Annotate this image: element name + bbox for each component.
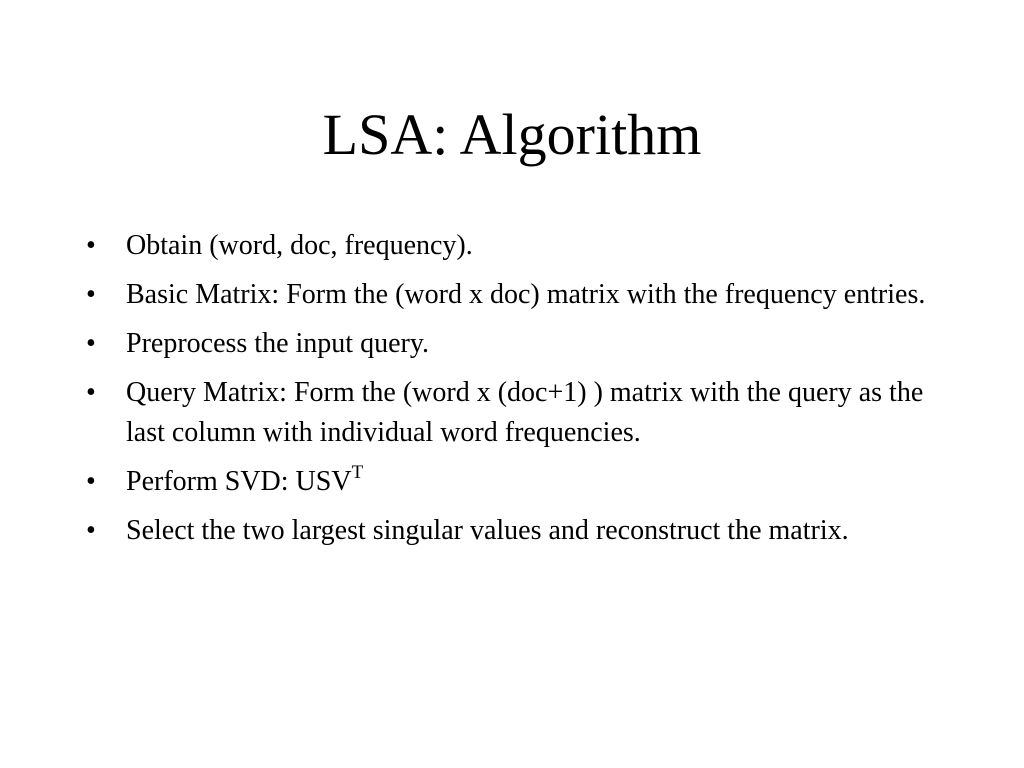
- bullet-text: Obtain (word, doc, frequency).: [126, 230, 473, 261]
- bullet-text: Basic Matrix: Form the (word x doc) matrix with the frequency entries.: [126, 279, 926, 310]
- transpose-superscript: T: [351, 461, 364, 483]
- slide-title: LSA: Algorithm: [322, 102, 702, 167]
- bullet-icon: •: [86, 466, 96, 497]
- bullet-text: Query Matrix: Form the (word x (doc+1) ) matrix with the query as the last column with individual word frequencies.: [126, 377, 924, 448]
- bullet-item-svd: [82, 462, 962, 502]
- bullet-text: Preprocess the input query.: [126, 328, 429, 359]
- bullet-item-preprocess: [82, 324, 962, 364]
- bullet-icon: •: [86, 230, 96, 261]
- bullet-item-select: [82, 511, 962, 551]
- bullet-item-query-matrix: [82, 373, 962, 453]
- bullet-icon: •: [86, 279, 96, 310]
- bullet-text-main: Perform SVD: USV: [126, 466, 352, 497]
- bullet-item-obtain: [82, 226, 962, 266]
- bullet-text: [126, 461, 364, 497]
- bullet-list: [82, 226, 962, 560]
- bullet-item-basic-matrix: [82, 275, 962, 315]
- bullet-icon: •: [86, 328, 96, 359]
- bullet-icon: •: [86, 515, 96, 546]
- bullet-icon: •: [86, 377, 96, 408]
- bullet-text: Select the two largest singular values and reconstruct the matrix.: [126, 515, 849, 546]
